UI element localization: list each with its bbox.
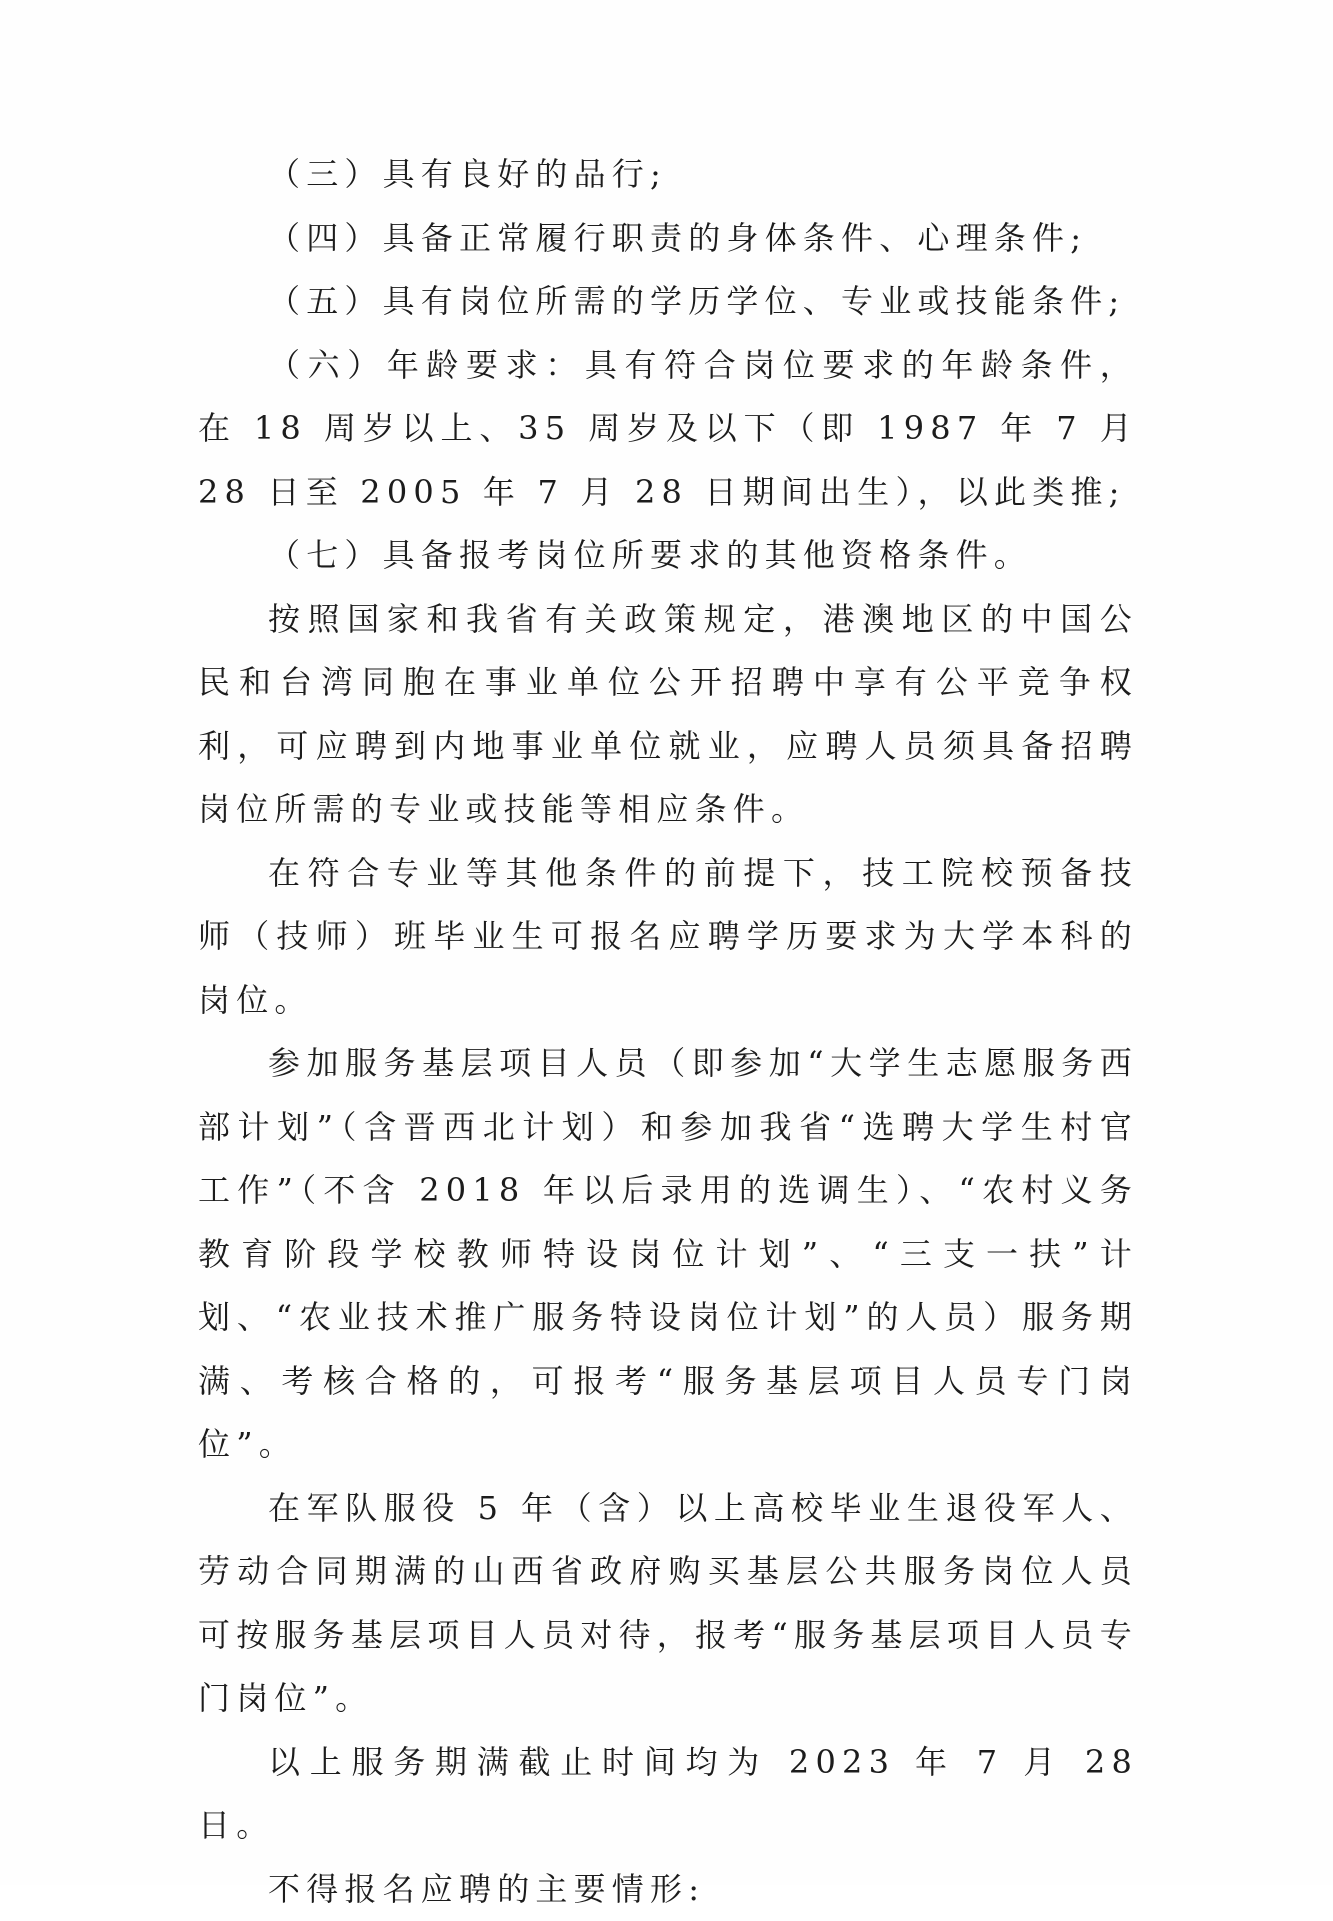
paragraph-technical-schools: 在符合专业等其他条件的前提下，技工院校预备技师（技师）班毕业生可报名应聘学历要求为大学本科的岗位。 (198, 842, 1138, 1033)
paragraph-grassroots-projects: 参加服务基层项目人员（即参加“大学生志愿服务西部计划”（含晋西北计划）和参加我省“选聘大学生村官工作”（不含 2018 年以后录用的选调生）、“农村义务教育阶段学校教师特设岗位计划”、“三支一扶”计划、“农业技术推广服务特设岗位计划”的人员）服务期满、考核合格的，可报考“服务基层项目人员专门岗位”。 (198, 1032, 1138, 1477)
paragraph-item-7: （七）具备报考岗位所要求的其他资格条件。 (198, 524, 1138, 588)
document-body (198, 143, 1138, 1921)
paragraph-hk-macao-taiwan: 按照国家和我省有关政策规定，港澳地区的中国公民和台湾同胞在事业单位公开招聘中享有公平竞争权利，可应聘到内地事业单位就业，应聘人员须具备招聘岗位所需的专业或技能等相应条件。 (198, 588, 1138, 842)
paragraph-item-5: （五）具有岗位所需的学历学位、专业或技能条件; (198, 270, 1138, 334)
paragraph-veterans: 在军队服役 5 年（含）以上高校毕业生退役军人、劳动合同期满的山西省政府购买基层公共服务岗位人员可按服务基层项目人员对待，报考“服务基层项目人员专门岗位”。 (198, 1477, 1138, 1731)
paragraph-item-6-age: （六）年龄要求：具有符合岗位要求的年龄条件，在 18 周岁以上、35 周岁及以下（即 1987 年 7 月 28 日至 2005 年 7 月 28 日期间出生），以此类推; (198, 334, 1138, 525)
paragraph-item-3: （三）具有良好的品行; (198, 143, 1138, 207)
paragraph-deadline: 以上服务期满截止时间均为 2023 年 7 月 28 日。 (198, 1731, 1138, 1858)
paragraph-item-4: （四）具备正常履行职责的身体条件、心理条件; (198, 207, 1138, 271)
paragraph-exclusions-heading: 不得报名应聘的主要情形: (198, 1858, 1138, 1921)
